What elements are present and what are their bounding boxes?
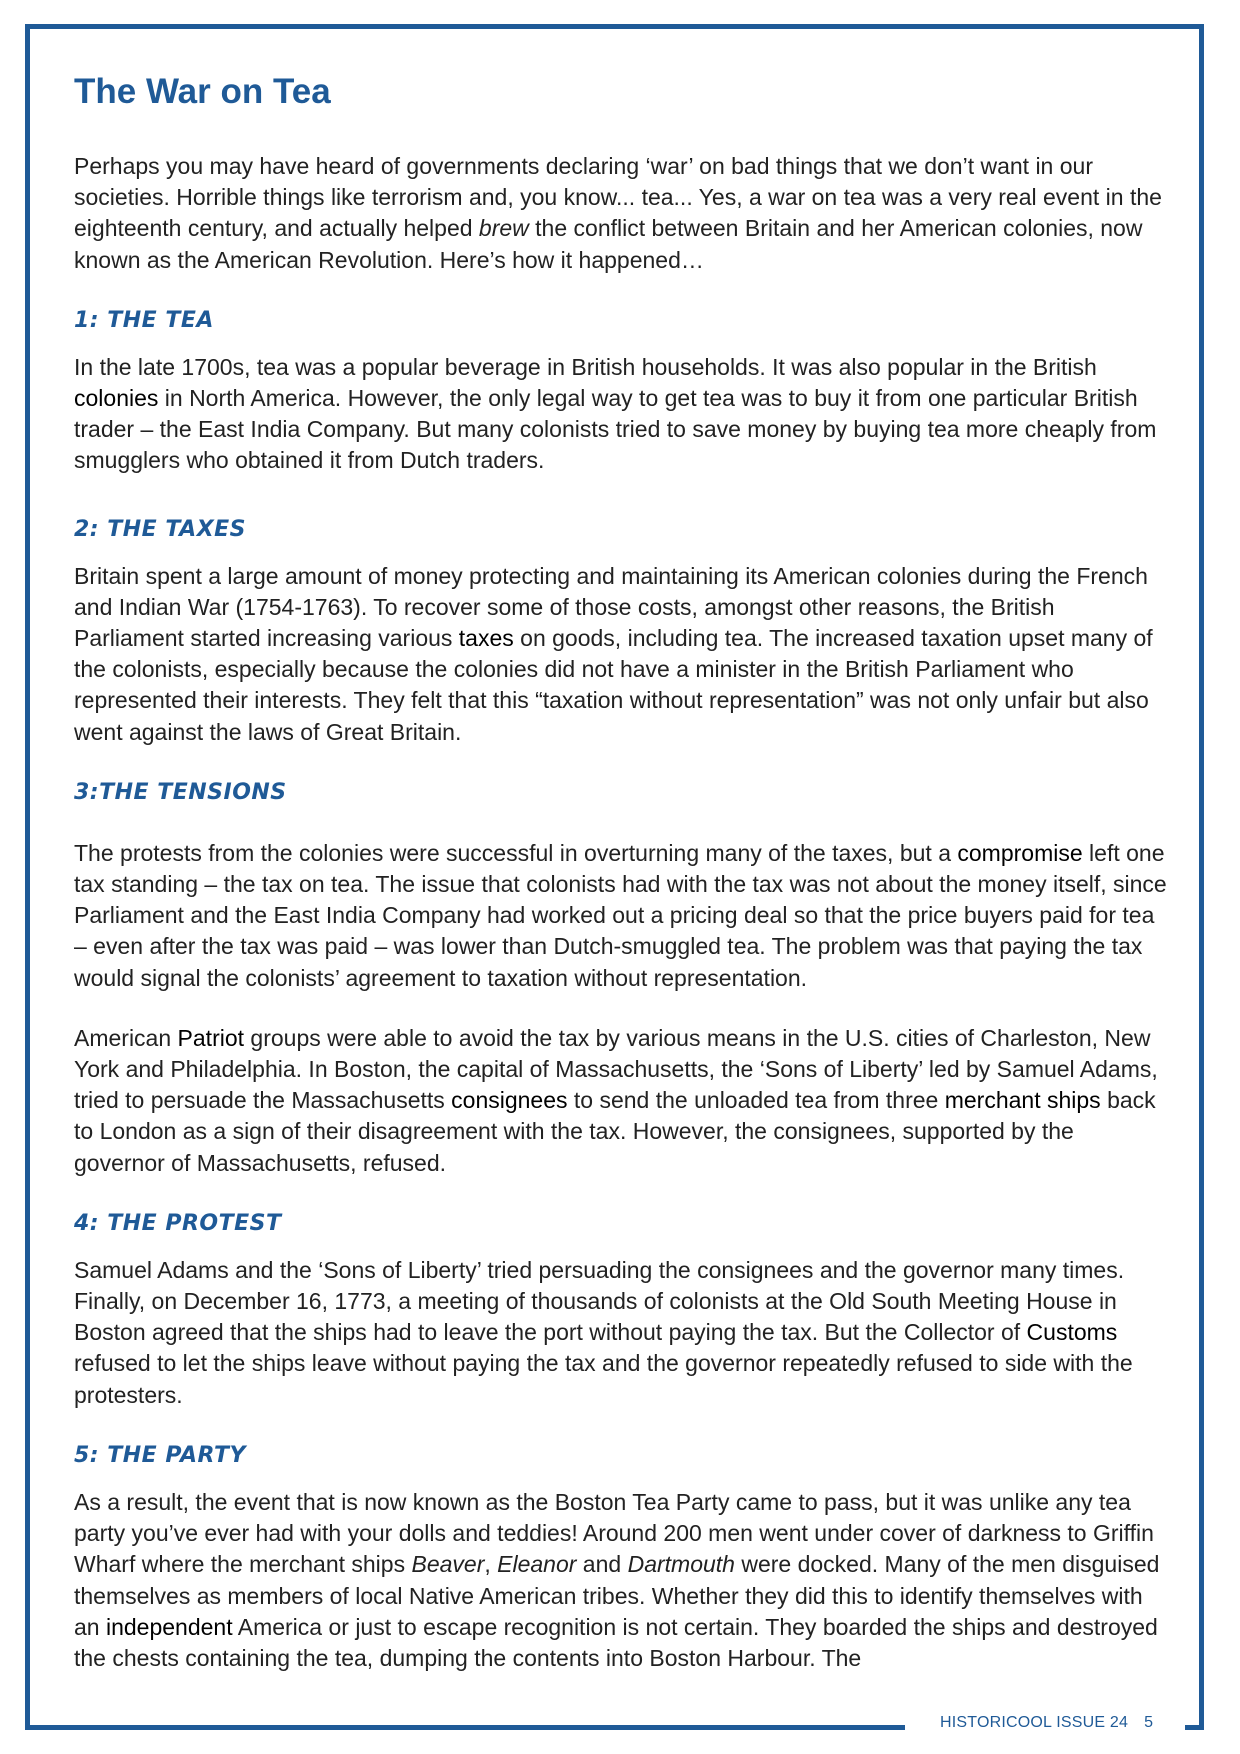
page-border-bottom-right	[1185, 1725, 1204, 1730]
section-paragraph-protest: Samuel Adams and the ‘Sons of Liberty’ tried persuading the consignees and the governor many times. Finally, on December 16, 1773, a meeting of thousands of colonists at the Old South Meeting House in Boston agreed that the ships had to leave the port without paying the tax. But the Collector of Customs refused to let the ships leave without paying the tax and the governor repeatedly refused to side with the protesters.	[74, 1256, 1133, 1408]
glossary-term-taxes: taxes	[458, 625, 514, 652]
section-paragraph-party: As a result, the event that is now known as the Boston Tea Party came to pass, but it was unlike any tea party you’ve ever had with your dolls and teddies! Around 200 men went under cover of darkness to Griffin Wharf where the merchant ships Beaver, Eleanor and Dartmouth were docked. Many of the men disguised themselves as members of local Native American tribes. Whether they did this to identify themselves with an independent America or just to escape recognition is not certain. They boarded the ships and destroyed the chests containing the tea, dumping the contents into Boston Harbour. The	[74, 1488, 1160, 1671]
section-paragraph-tea: In the late 1700s, tea was a popular beverage in British households. It was also popular in the British colonies in North America. However, the only legal way to get tea was to buy it from one particular British trader – the East India Company. But many colonists tried to save money by buying tea more cheaply from smugglers who obtained it from Dutch traders.	[74, 353, 1157, 474]
section-heading-tensions: 3:THE TENSIONS	[74, 779, 287, 805]
glossary-term-customs: Customs	[1026, 1319, 1118, 1346]
ship-name-beaver: Beaver	[411, 1551, 485, 1578]
section-heading-taxes: 2: THE TAXES	[74, 516, 247, 542]
section-paragraph-tensions-2: American Patriot groups were able to avoid the tax by various means in the U.S. cities of Charleston, New York and Philadelphia. In Boston, the capital of Massachusetts, the ‘Sons of Liberty’ led by Samuel Adams, tried to persuade the Massachusetts consignees to send the unloaded tea from three merchant ships back to London as a sign of their disagreement with the tax. However, the consignees, supported by the governor of Massachusetts, refused.	[74, 1024, 1158, 1176]
section-heading-protest: 4: THE PROTEST	[74, 1210, 282, 1236]
publication-name: HISTORICOOL ISSUE 24	[940, 1714, 1129, 1731]
page-title: The War on Tea	[74, 72, 331, 111]
section-paragraph-taxes: Britain spent a large amount of money protecting and maintaining its American colonies during the French and Indian War (1754-1763). To recover some of those costs, amongst other reasons, the British Parliament started increasing various taxes on goods, including tea. The increased taxation upset many of the colonists, especially because the colonies did not have a minister in the British Parliament who represented their interests. They felt that this “taxation without representation” was not only unfair but also went against the laws of Great Britain.	[74, 562, 1153, 745]
glossary-term-consignees: consignees	[451, 1087, 568, 1114]
glossary-term-merchant-ships: merchant ships	[944, 1087, 1101, 1114]
glossary-term-patriot: Patriot	[177, 1024, 245, 1051]
section-heading-party: 5: THE PARTY	[74, 1442, 246, 1468]
glossary-term-compromise: compromise	[957, 839, 1083, 866]
page-footer	[940, 1714, 1153, 1732]
intro-paragraph: Perhaps you may have heard of governments declaring ‘war’ on bad things that we don’t want in our societies. Horrible things like terrorism and, you know... tea... Yes, a war on tea was a very real event in the eighteenth century, and actually helped brew the conflict between Britain and her American colonies, now known as the American Revolution. Here’s how it happened…	[74, 153, 1162, 273]
article	[74, 66, 1170, 1674]
page-number: 5	[1144, 1714, 1154, 1731]
page-border-bottom-left	[25, 1725, 905, 1730]
ship-name-dartmouth: Dartmouth	[627, 1551, 735, 1578]
section-heading-tea: 1: THE TEA	[74, 307, 214, 333]
ship-name-eleanor: Eleanor	[497, 1551, 577, 1578]
glossary-term-colonies: colonies	[74, 385, 159, 412]
glossary-term-independent: independent	[105, 1613, 233, 1640]
section-paragraph-tensions-1: The protests from the colonies were successful in overturning many of the taxes, but a compromise left one tax standing – the tax on tea. The issue that colonists had with the tax was not about the money itself, since Parliament and the East India Company had worked out a pricing deal so that the price buyers paid for tea – even after the tax was paid – was lower than Dutch-smuggled tea. The problem was that paying the tax would signal the colonists’ agreement to taxation without representation.	[74, 839, 1167, 991]
